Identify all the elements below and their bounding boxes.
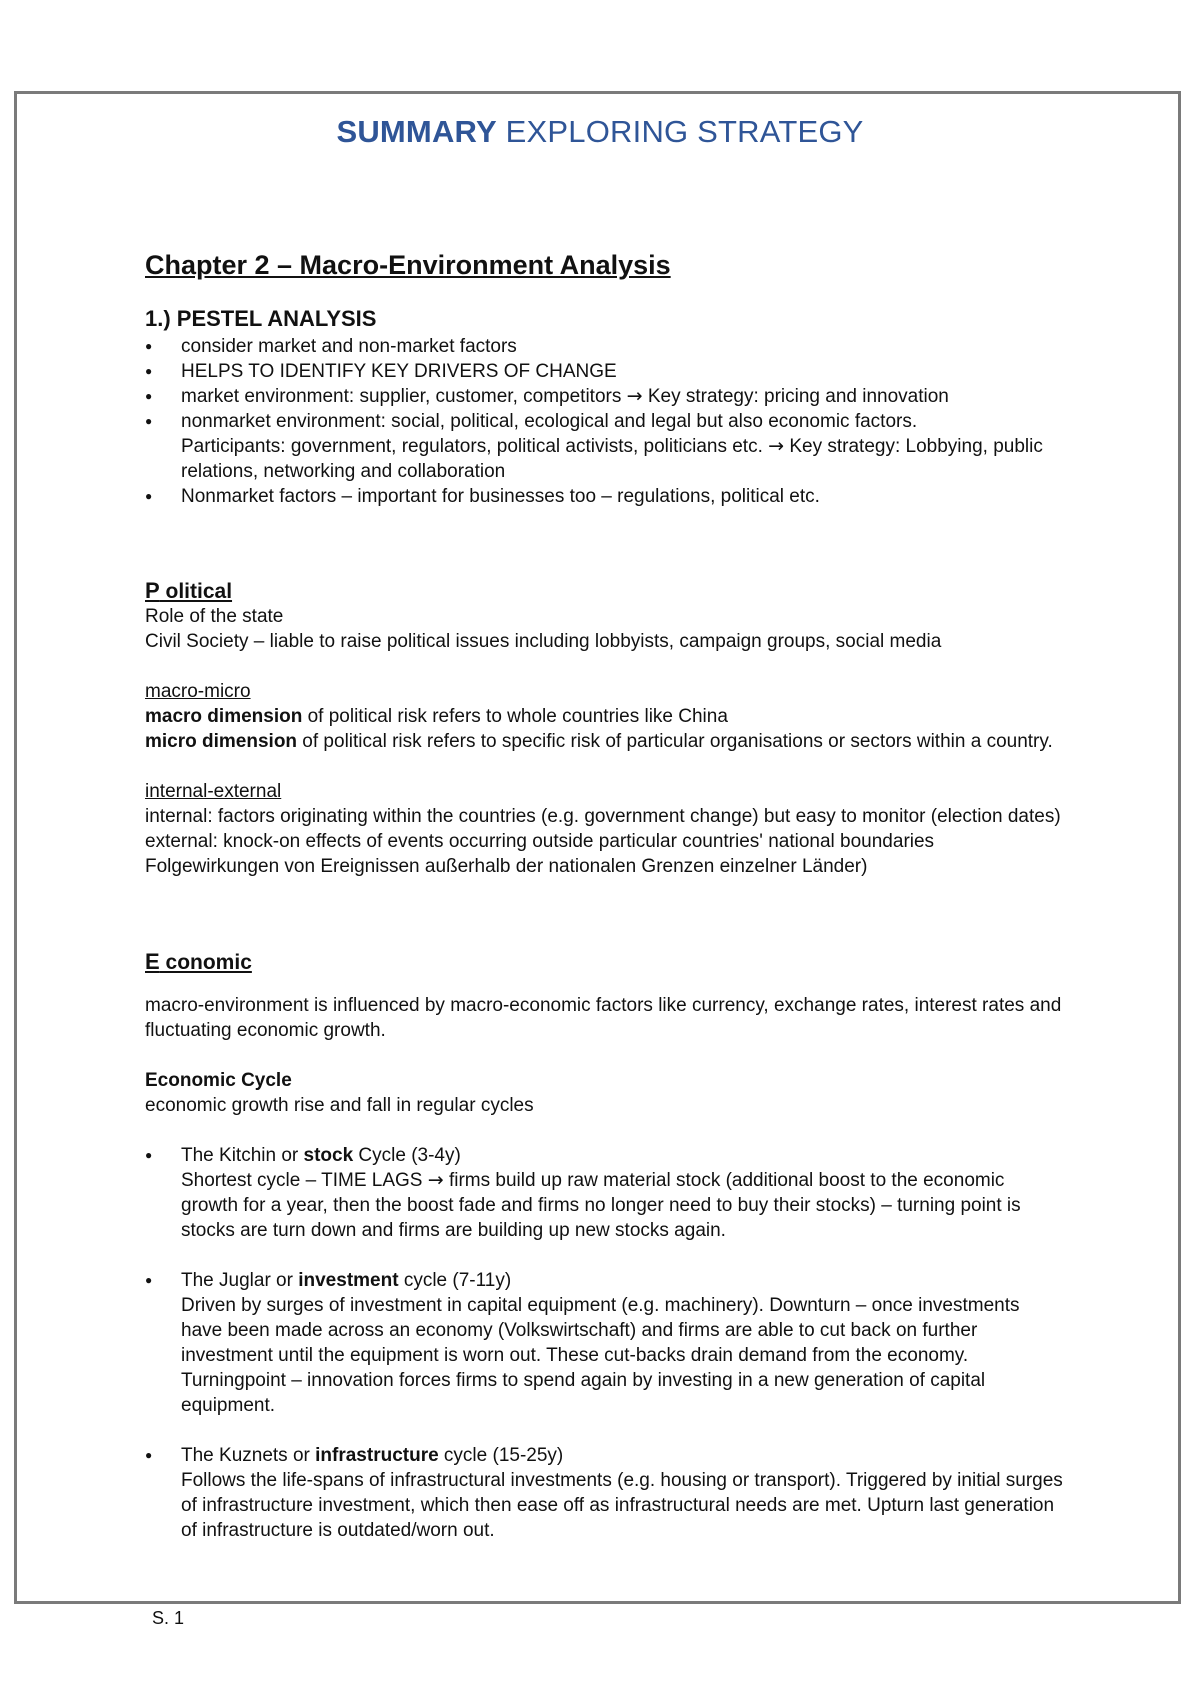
political-heading: P olitical (145, 578, 233, 603)
internal-text: internal: factors originating within the countries (e.g. government change) but easy to monitor (election dates) (145, 806, 1061, 827)
german-text: Folgewirkungen von Ereignissen außerhalb der nationalen Grenzen einzelner Länder) (145, 856, 868, 877)
list-item: ● HELPS TO IDENTIFY KEY DRIVERS OF CHANGE (145, 359, 1065, 384)
macro-micro-label: macro-micro (145, 681, 251, 702)
internal-external-label: internal-external (145, 781, 282, 802)
pestel-heading: 1.) PESTEL ANALYSIS (145, 306, 377, 331)
list-item: ● The Juglar or investment cycle (7-11y) Driven by surges of investment in capital equipment (e.g. machinery). Downturn – once investments have been made across an economy (Volkswirtschaft) and firms are able to cut back on further investment until the equipment is worn out. These cut-backs drain demand from the economy. Turningpoint – innovation forces firms to spend again by investing in a new generation of capital equipment. (145, 1268, 1065, 1418)
list-item: ● The Kitchin or stock Cycle (3-4y) Shortest cycle – TIME LAGS → firms build up raw material stock (additional boost to the economic growth for a year, then the boost fade and firms no longer need to buy their stocks) – turning point is stocks are turn down and firms are building up new stocks again. (145, 1143, 1065, 1243)
document-title (0, 114, 1200, 150)
title-bold: SUMMARY (336, 114, 497, 149)
external-text: external: knock-on effects of events occurring outside particular countries' national boundaries (145, 831, 935, 852)
economic-intro: macro-environment is influenced by macro-economic factors like currency, exchange rates, interest rates and fluctuating economic growth. (145, 995, 1062, 1041)
political-line-1: Role of the state (145, 606, 284, 627)
pestel-bullets (145, 334, 1065, 509)
list-item: ● nonmarket environment: social, political, ecological and legal but also economic factors. Participants: government, regulators, political activists, politicians etc. → Key strategy: Lobbying, public relations, networking and collaboration (145, 409, 1065, 484)
economic-heading: E conomic (145, 949, 252, 974)
list-item: ● Nonmarket factors – important for businesses too – regulations, political etc. (145, 484, 1065, 509)
list-item: ● market environment: supplier, customer, competitors → Key strategy: pricing and innovation (145, 384, 1065, 409)
arrow-icon: → (626, 385, 643, 407)
macro-dimension-text: macro dimension of political risk refers to whole countries like China (145, 706, 728, 727)
list-item: ● The Kuznets or infrastructure cycle (15-25y) Follows the life-spans of infrastructural investments (e.g. housing or transport). Triggered by initial surges of infrastructure investment, which then ease off as infrastructural needs are met. Upturn last generation of infrastructure is outdated/worn out. (145, 1443, 1065, 1543)
page-number: S. 1 (152, 1608, 185, 1628)
list-item: ● consider market and non-market factors (145, 334, 1065, 359)
title-rest: EXPLORING STRATEGY (496, 114, 864, 149)
chapter-heading: Chapter 2 – Macro-Environment Analysis (145, 250, 671, 280)
micro-dimension-text: micro dimension of political risk refers to specific risk of particular organisations or sectors within a country. (145, 731, 1053, 752)
political-section (145, 578, 1065, 879)
political-line-2: Civil Society – liable to raise political issues including lobbyists, campaign groups, social media (145, 631, 942, 652)
arrow-icon: → (427, 1169, 444, 1191)
economic-section (145, 949, 1065, 1543)
economic-cycle-heading: Economic Cycle (145, 1070, 292, 1091)
economic-cycle-text: economic growth rise and fall in regular cycles (145, 1095, 534, 1116)
arrow-icon: → (768, 435, 785, 457)
